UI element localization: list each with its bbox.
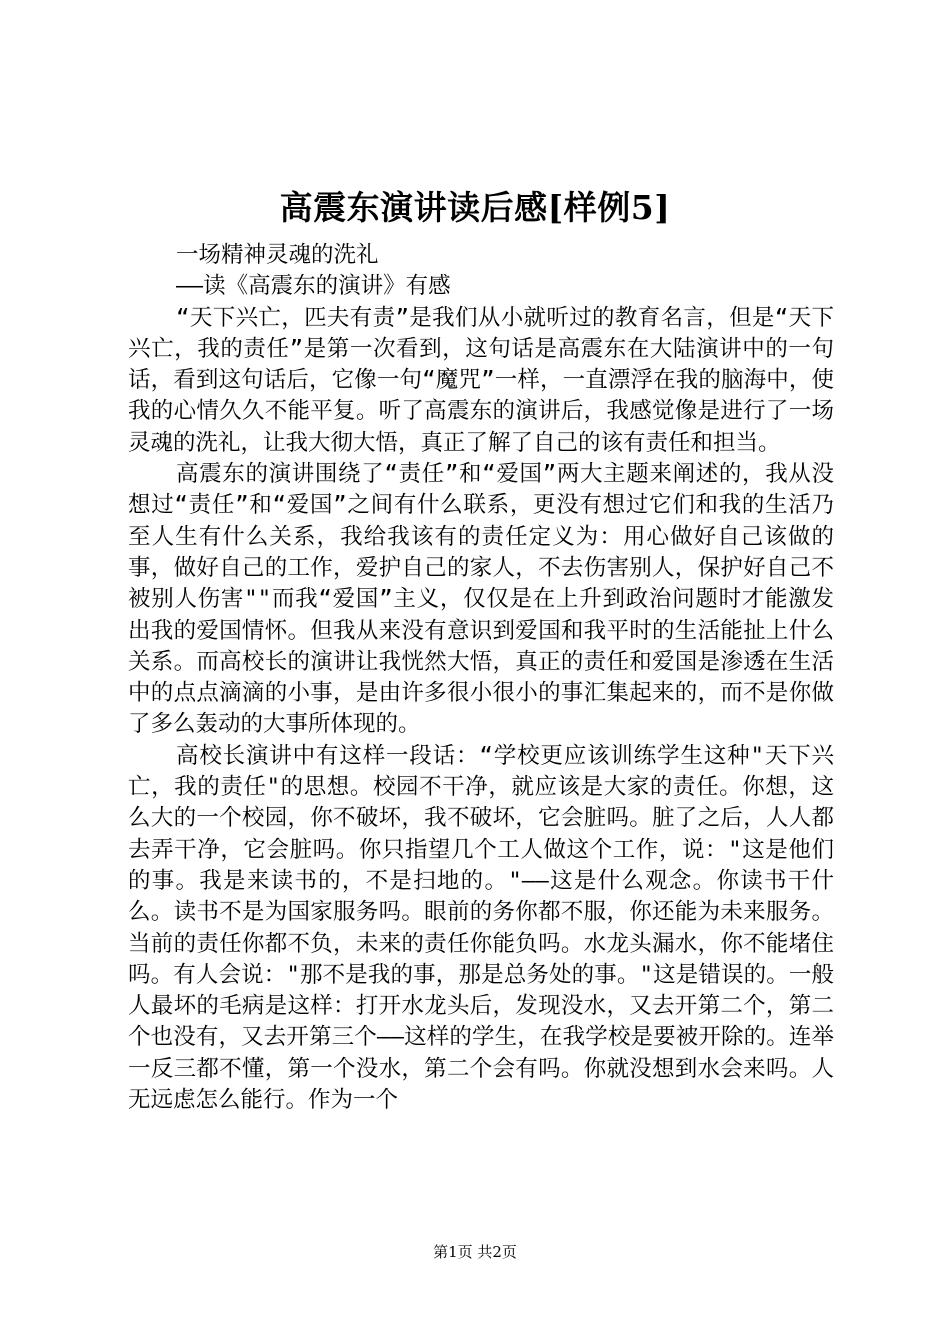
page-footer: 第1页 共2页 xyxy=(433,1243,517,1261)
paragraph-1: “天下兴亡，匹夫有责”是我们从小就听过的教育名言，但是“天下兴亡，我的责任”是第一次看到，这句话是高震东在大陆演讲中的一句话，看到这句话后，它像一句“魔咒”一样，一直漂浮在我的脑海中，使我的心情久久不能平复。听了高震东的演讲后，我感觉像是进行了一场灵魂的洗礼，让我大彻大悟，真正了解了自己的该有责任和担当。 xyxy=(128,304,834,456)
document-body xyxy=(128,240,834,1116)
paragraph-2: 高震东的演讲围绕了“责任”和“爱国”两大主题来阐述的，我从没想过“责任”和“爱国”之间有什么联系，更没有想过它们和我的生活乃至人生有什么关系，我给我该有的责任定义为：用心做好自己该做的事，做好自己的工作，爱护自己的家人，不去伤害别人，保护好自己不被别人伤害""而我“爱国”主义，仅仅是在上升到政治问题时才能激发出我的爱国情怀。但我从来没有意识到爱国和我平时的生活能扯上什么关系。而高校长的演讲让我恍然大悟，真正的责任和爱国是渗透在生活中的点点滴滴的小事，是由许多很小很小的事汇集起来的，而不是你做了多么轰动的大事所体现的。 xyxy=(128,461,834,738)
subtitle-line-1: 一场精神灵魂的洗礼 xyxy=(176,242,379,268)
subtitle-line-2: ——读《高震东的演讲》有感 xyxy=(176,273,451,300)
paragraph-3: 高校长演讲中有这样一段话：“学校更应该训练学生这种"天下兴亡，我的责任"的思想。校园不干净，就应该是大家的责任。你想，这么大的一个校园，你不破坏，我不破坏，它会脏吗。脏了之后，人人都去弄干净，它会脏吗。你只指望几个工人做这个工作，说："这是他们的事。我是来读书的，不是扫地的。"——这是什么观念。你读书干什么。读书不是为国家服务吗。眼前的务你都不服，你还能为未来服务。当前的责任你都不负，未来的责任你能负吗。水龙头漏水，你不能堵住吗。有人会说："那不是我的事，那是总务处的事。"这是错误的。一般人最坏的毛病是这样：打开水龙头后，发现没水，又去开第二个，第二个也没有，又去开第三个——这样的学生，在我学校是要被开除的。连举一反三都不懂，第一个没水，第二个会有吗。你就没想到水会来吗。人无远虑怎么能行。作为一个 xyxy=(128,742,834,1114)
document-title: 高震东演讲读后感[样例5] xyxy=(279,188,671,227)
